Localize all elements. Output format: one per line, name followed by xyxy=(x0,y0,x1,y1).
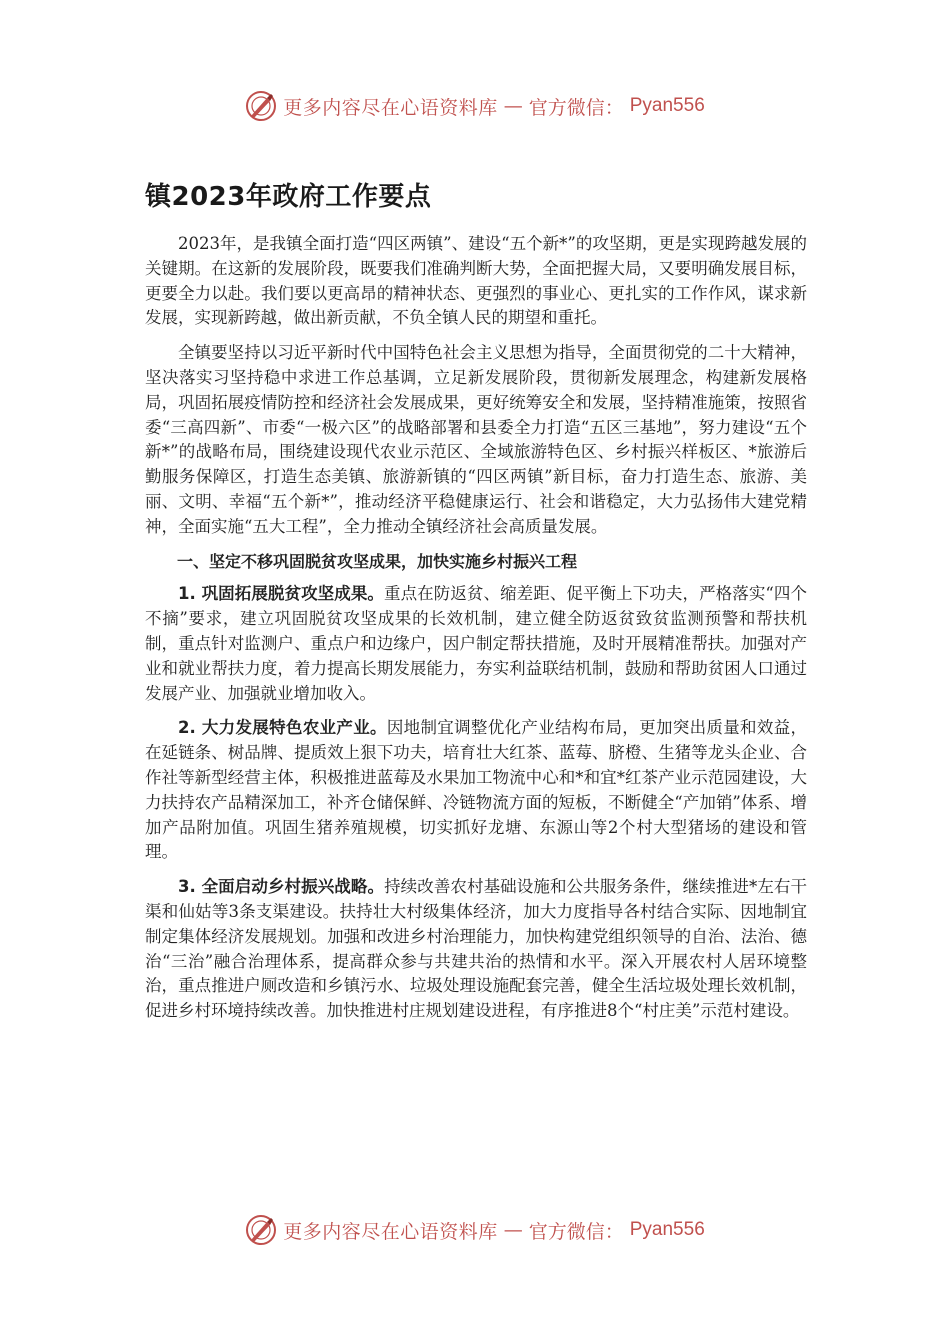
section-heading-1: 一、坚定不移巩固脱贫攻坚成果，加快实施乡村振兴工程 xyxy=(177,551,578,571)
wechat-id: Pyan556 xyxy=(629,1219,705,1240)
item-paragraph-1 xyxy=(145,582,807,706)
document-title: 镇2023年政府工作要点 xyxy=(145,182,432,212)
stamp-logo-icon xyxy=(245,90,277,122)
item-lead-2: 2. 大力发展特色农业产业。 xyxy=(178,718,387,738)
footer-banner xyxy=(0,1210,950,1250)
document-body xyxy=(145,232,807,1034)
wechat-label: 官方微信： xyxy=(528,96,624,119)
banner-separator: — xyxy=(503,1219,523,1241)
intro-paragraph-2: 全镇要坚持以习近平新时代中国特色社会主义思想为指导，全面贯彻党的二十大精神，坚决落实习坚持稳中求进工作总基调，立足新发展阶段，贯彻新发展理念，构建新发展格局，巩固拓展疫情防控和经济社会发展成果，更好统筹安全和发展，坚持精准施策，按照省委“三高四新”、市委“一极六区”的战略部署和县委全力打造“五区三基地”，努力建设“五个新*”的战略布局，围绕建设现代农业示范区、全域旅游特色区、乡村振兴样板区、*旅游后勤服务保障区，打造生态美镇、旅游新镇的“四区两镇”新目标，奋力打造生态、旅游、美丽、文明、幸福“五个新*”，推动经济平稳健康运行、社会和谐稳定，大力弘扬伟大建党精神，全面实施“五大工程”，全力推动全镇经济社会高质量发展。 xyxy=(145,343,807,536)
wechat-id: Pyan556 xyxy=(629,95,705,116)
item-paragraph-3 xyxy=(145,875,807,1024)
item-body-3: 持续改善农村基础设施和公共服务条件，继续推进*左右干渠和仙姑等3条支渠建设。扶持壮大村级集体经济，加大力度指导各村结合实际、因地制宜制定集体经济发展规划。加强和改进乡村治理能力，加快构建党组织领导的自治、法治、德治“三治”融合治理体系，提高群众参与共建共治的热情和水平。深入开展农村人居环境整治，重点推进户厕改造和乡镇污水、垃圾处理设施配套完善，健全生活垃圾处理长效机制，促进乡村环境持续改善。加快推进村庄规划建设进程，有序推进8个“村庄美”示范村建设。 xyxy=(145,877,808,1021)
header-banner xyxy=(0,86,950,126)
item-body-1: 重点在防返贫、缩差距、促平衡上下功夫，严格落实“四个不摘”要求，建立巩固脱贫攻坚成果的长效机制，建立健全防返贫致贫监测预警和帮扶机制，重点针对监测户、重点户和边缘户，因户制定帮扶措施，及时开展精准帮扶。加强对产业和就业帮扶力度，着力提高长期发展能力，夯实利益联结机制，鼓励和帮助贫困人口通过发展产业、加强就业增加收入。 xyxy=(145,584,808,703)
brand-text: 更多内容尽在心语资料库 xyxy=(283,1220,498,1243)
item-lead-1: 1. 巩固拓展脱贫攻坚成果。 xyxy=(178,584,384,604)
item-paragraph-2 xyxy=(145,716,807,865)
brand-text: 更多内容尽在心语资料库 xyxy=(283,96,498,119)
item-body-2: 因地制宜调整优化产业结构布局，更加突出质量和效益，在延链条、树品牌、提质效上狠下功夫，培育壮大红茶、蓝莓、脐橙、生猪等龙头企业、合作社等新型经营主体，积极推进蓝莓及水果加工物流中心和*和宜*红茶产业示范园建设，大力扶持农产品精深加工，补齐仓储保鲜、冷链物流方面的短板，不断健全“产加销”体系、增加产品附加值。巩固生猪养殖规模，切实抓好龙塘、东源山等2个村大型猪场的建设和管理。 xyxy=(145,718,807,862)
wechat-label: 官方微信： xyxy=(528,1220,624,1243)
stamp-logo-icon xyxy=(245,1214,277,1246)
item-lead-3: 3. 全面启动乡村振兴战略。 xyxy=(178,877,385,897)
intro-paragraph-1: 2023年，是我镇全面打造“四区两镇”、建设“五个新*”的攻坚期，更是实现跨越发展的关键期。在这新的发展阶段，既要我们准确判断大势，全面把握大局，又要明确发展目标，更要全力以赴。我们要以更高昂的精神状态、更强烈的事业心、更扎实的工作作风，谋求新发展，实现新跨越，做出新贡献，不负全镇人民的期望和重托。 xyxy=(145,234,807,328)
banner-separator: — xyxy=(503,95,523,117)
